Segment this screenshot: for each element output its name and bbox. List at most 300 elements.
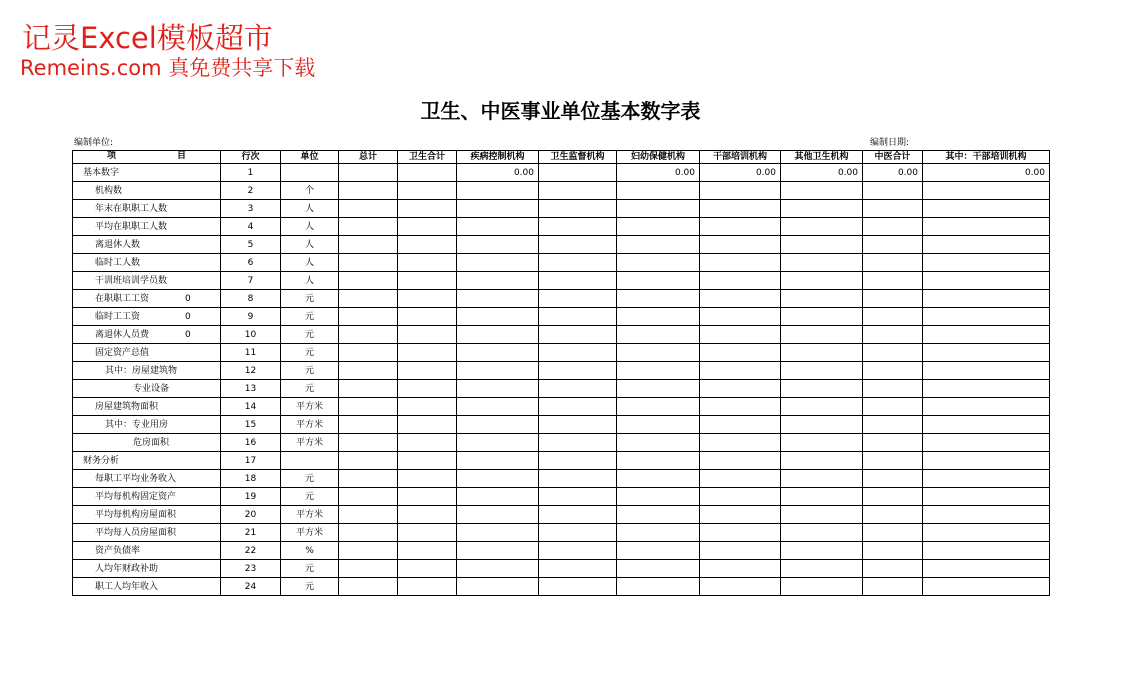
item-cell bbox=[73, 452, 221, 470]
item-label: 房屋建筑物面积 bbox=[95, 401, 159, 412]
health-supervision-cell bbox=[539, 236, 617, 254]
item-cell bbox=[73, 416, 221, 434]
total-cell bbox=[339, 290, 398, 308]
table-row bbox=[73, 434, 1050, 452]
header-of-which-cadre: 其中：干部培训机构 bbox=[923, 151, 1050, 164]
line-cell: 19 bbox=[221, 488, 281, 506]
disease-control-cell bbox=[457, 290, 539, 308]
maternal-child-cell bbox=[617, 542, 700, 560]
tcm-total-cell: 0.00 bbox=[863, 164, 923, 182]
of-which-cadre-cell bbox=[923, 182, 1050, 200]
table-row bbox=[73, 182, 1050, 200]
maternal-child-cell bbox=[617, 488, 700, 506]
item-label: 平均在职职工人数 bbox=[95, 221, 168, 232]
unit-cell: 元 bbox=[281, 578, 339, 596]
health-total-cell bbox=[398, 524, 457, 542]
item-cell bbox=[73, 578, 221, 596]
other-health-cell bbox=[781, 578, 863, 596]
cadre-training-cell bbox=[700, 218, 781, 236]
tcm-total-cell bbox=[863, 308, 923, 326]
header-row bbox=[73, 151, 1050, 164]
unit-cell: 平方米 bbox=[281, 524, 339, 542]
cadre-training-cell bbox=[700, 452, 781, 470]
total-cell bbox=[339, 506, 398, 524]
cadre-training-cell bbox=[700, 272, 781, 290]
of-which-cadre-cell bbox=[923, 560, 1050, 578]
line-cell: 21 bbox=[221, 524, 281, 542]
header-maternal-child: 妇幼保健机构 bbox=[617, 151, 700, 164]
maternal-child-cell: 0.00 bbox=[617, 164, 700, 182]
cadre-training-cell bbox=[700, 200, 781, 218]
tcm-total-cell bbox=[863, 434, 923, 452]
item-label: 平均每机构房屋面积 bbox=[95, 509, 177, 520]
of-which-cadre-cell: 0.00 bbox=[923, 164, 1050, 182]
cadre-training-cell: 0.00 bbox=[700, 164, 781, 182]
item-cell bbox=[73, 326, 221, 344]
of-which-cadre-cell bbox=[923, 416, 1050, 434]
of-which-cadre-cell bbox=[923, 290, 1050, 308]
health-total-cell bbox=[398, 164, 457, 182]
other-health-cell bbox=[781, 236, 863, 254]
unit-cell: 元 bbox=[281, 470, 339, 488]
health-supervision-cell bbox=[539, 416, 617, 434]
cadre-training-cell bbox=[700, 308, 781, 326]
of-which-cadre-cell bbox=[923, 380, 1050, 398]
prepared-date-label: 编制日期: bbox=[870, 138, 910, 148]
cadre-training-cell bbox=[700, 254, 781, 272]
health-total-cell bbox=[398, 560, 457, 578]
health-supervision-cell bbox=[539, 470, 617, 488]
other-health-cell bbox=[781, 182, 863, 200]
disease-control-cell bbox=[457, 236, 539, 254]
line-cell: 16 bbox=[221, 434, 281, 452]
line-cell: 15 bbox=[221, 416, 281, 434]
cadre-training-cell bbox=[700, 560, 781, 578]
item-cell bbox=[73, 236, 221, 254]
total-cell bbox=[339, 488, 398, 506]
of-which-cadre-cell bbox=[923, 308, 1050, 326]
item-cell bbox=[73, 560, 221, 578]
other-health-cell bbox=[781, 362, 863, 380]
total-cell bbox=[339, 326, 398, 344]
table-row bbox=[73, 308, 1050, 326]
maternal-child-cell bbox=[617, 236, 700, 254]
item-label: 人均年财政补助 bbox=[95, 563, 159, 574]
health-supervision-cell bbox=[539, 326, 617, 344]
item-label: 临时工人数 bbox=[95, 257, 141, 268]
total-cell bbox=[339, 254, 398, 272]
other-health-cell bbox=[781, 380, 863, 398]
item-cell bbox=[73, 542, 221, 560]
of-which-cadre-cell bbox=[923, 362, 1050, 380]
health-supervision-cell bbox=[539, 560, 617, 578]
item-label: 资产负债率 bbox=[95, 545, 141, 556]
maternal-child-cell bbox=[617, 416, 700, 434]
other-health-cell bbox=[781, 218, 863, 236]
item-label: 每职工平均业务收入 bbox=[95, 473, 177, 484]
item-label: 平均每人员房屋面积 bbox=[95, 527, 177, 538]
health-supervision-cell bbox=[539, 290, 617, 308]
item-label: 机构数 bbox=[95, 185, 123, 196]
item-cell bbox=[73, 182, 221, 200]
tcm-total-cell bbox=[863, 578, 923, 596]
health-supervision-cell bbox=[539, 488, 617, 506]
of-which-cadre-cell bbox=[923, 272, 1050, 290]
header-total: 总计 bbox=[339, 151, 398, 164]
table-row bbox=[73, 200, 1050, 218]
other-health-cell bbox=[781, 470, 863, 488]
tcm-total-cell bbox=[863, 182, 923, 200]
of-which-cadre-cell bbox=[923, 236, 1050, 254]
item-extra-value: 0 bbox=[185, 293, 191, 304]
unit-cell: 人 bbox=[281, 254, 339, 272]
line-cell: 10 bbox=[221, 326, 281, 344]
header-line: 行次 bbox=[221, 151, 281, 164]
line-cell: 4 bbox=[221, 218, 281, 236]
tcm-total-cell bbox=[863, 236, 923, 254]
health-supervision-cell bbox=[539, 524, 617, 542]
health-supervision-cell bbox=[539, 398, 617, 416]
line-cell: 5 bbox=[221, 236, 281, 254]
table-row bbox=[73, 506, 1050, 524]
maternal-child-cell bbox=[617, 434, 700, 452]
of-which-cadre-cell bbox=[923, 434, 1050, 452]
cadre-training-cell bbox=[700, 236, 781, 254]
line-cell: 8 bbox=[221, 290, 281, 308]
maternal-child-cell bbox=[617, 452, 700, 470]
health-total-cell bbox=[398, 344, 457, 362]
table-row bbox=[73, 254, 1050, 272]
health-supervision-cell bbox=[539, 308, 617, 326]
unit-cell: 人 bbox=[281, 272, 339, 290]
statistics-table bbox=[72, 150, 1050, 596]
table-row bbox=[73, 452, 1050, 470]
disease-control-cell bbox=[457, 254, 539, 272]
line-cell: 7 bbox=[221, 272, 281, 290]
unit-cell: 元 bbox=[281, 326, 339, 344]
maternal-child-cell bbox=[617, 182, 700, 200]
item-label: 基本数字 bbox=[83, 167, 120, 178]
unit-cell: 人 bbox=[281, 200, 339, 218]
header-cadre-training: 干部培训机构 bbox=[700, 151, 781, 164]
header-disease-control: 疾病控制机构 bbox=[457, 151, 539, 164]
line-cell: 24 bbox=[221, 578, 281, 596]
table-row bbox=[73, 236, 1050, 254]
tcm-total-cell bbox=[863, 524, 923, 542]
item-cell bbox=[73, 488, 221, 506]
health-supervision-cell bbox=[539, 542, 617, 560]
other-health-cell bbox=[781, 542, 863, 560]
tcm-total-cell bbox=[863, 452, 923, 470]
health-supervision-cell bbox=[539, 272, 617, 290]
maternal-child-cell bbox=[617, 344, 700, 362]
disease-control-cell bbox=[457, 272, 539, 290]
health-supervision-cell bbox=[539, 380, 617, 398]
maternal-child-cell bbox=[617, 272, 700, 290]
header-item bbox=[73, 151, 221, 164]
unit-cell: 个 bbox=[281, 182, 339, 200]
tcm-total-cell bbox=[863, 326, 923, 344]
tcm-total-cell bbox=[863, 560, 923, 578]
health-supervision-cell bbox=[539, 218, 617, 236]
table-row bbox=[73, 272, 1050, 290]
health-supervision-cell bbox=[539, 452, 617, 470]
maternal-child-cell bbox=[617, 200, 700, 218]
unit-cell: 元 bbox=[281, 362, 339, 380]
other-health-cell bbox=[781, 200, 863, 218]
other-health-cell bbox=[781, 452, 863, 470]
total-cell bbox=[339, 398, 398, 416]
item-cell bbox=[73, 290, 221, 308]
total-cell bbox=[339, 164, 398, 182]
table-row bbox=[73, 470, 1050, 488]
item-label: 干训班培训学员数 bbox=[95, 275, 168, 286]
tcm-total-cell bbox=[863, 380, 923, 398]
cadre-training-cell bbox=[700, 416, 781, 434]
tcm-total-cell bbox=[863, 416, 923, 434]
health-supervision-cell bbox=[539, 506, 617, 524]
disease-control-cell bbox=[457, 398, 539, 416]
total-cell bbox=[339, 236, 398, 254]
item-extra-value: 0 bbox=[185, 329, 191, 340]
header-other-health: 其他卫生机构 bbox=[781, 151, 863, 164]
disease-control-cell bbox=[457, 182, 539, 200]
health-supervision-cell bbox=[539, 434, 617, 452]
tcm-total-cell bbox=[863, 218, 923, 236]
total-cell bbox=[339, 470, 398, 488]
table-row bbox=[73, 524, 1050, 542]
of-which-cadre-cell bbox=[923, 398, 1050, 416]
total-cell bbox=[339, 380, 398, 398]
disease-control-cell bbox=[457, 362, 539, 380]
disease-control-cell bbox=[457, 200, 539, 218]
unit-cell: 元 bbox=[281, 560, 339, 578]
health-total-cell bbox=[398, 182, 457, 200]
header-unit: 单位 bbox=[281, 151, 339, 164]
health-total-cell bbox=[398, 506, 457, 524]
header-health-supervision: 卫生监督机构 bbox=[539, 151, 617, 164]
other-health-cell bbox=[781, 506, 863, 524]
health-supervision-cell bbox=[539, 182, 617, 200]
disease-control-cell bbox=[457, 416, 539, 434]
cadre-training-cell bbox=[700, 488, 781, 506]
health-supervision-cell bbox=[539, 362, 617, 380]
unit-cell: 平方米 bbox=[281, 416, 339, 434]
health-total-cell bbox=[398, 272, 457, 290]
item-cell bbox=[73, 254, 221, 272]
table-row bbox=[73, 398, 1050, 416]
item-cell bbox=[73, 218, 221, 236]
item-label: 其中：房屋建筑物 bbox=[105, 365, 178, 376]
item-extra-value: 0 bbox=[185, 311, 191, 322]
line-cell: 22 bbox=[221, 542, 281, 560]
health-total-cell bbox=[398, 470, 457, 488]
cadre-training-cell bbox=[700, 380, 781, 398]
total-cell bbox=[339, 272, 398, 290]
total-cell bbox=[339, 344, 398, 362]
maternal-child-cell bbox=[617, 326, 700, 344]
health-supervision-cell bbox=[539, 164, 617, 182]
other-health-cell bbox=[781, 398, 863, 416]
line-cell: 2 bbox=[221, 182, 281, 200]
disease-control-cell bbox=[457, 578, 539, 596]
tcm-total-cell bbox=[863, 362, 923, 380]
item-label: 临时工工资 bbox=[95, 311, 141, 322]
table-row bbox=[73, 560, 1050, 578]
health-total-cell bbox=[398, 218, 457, 236]
table-row bbox=[73, 362, 1050, 380]
health-total-cell bbox=[398, 416, 457, 434]
header-health-total: 卫生合计 bbox=[398, 151, 457, 164]
unit-cell: 平方米 bbox=[281, 398, 339, 416]
tcm-total-cell bbox=[863, 344, 923, 362]
tcm-total-cell bbox=[863, 542, 923, 560]
table-row bbox=[73, 218, 1050, 236]
other-health-cell bbox=[781, 560, 863, 578]
health-total-cell bbox=[398, 488, 457, 506]
header-item-left: 项 bbox=[107, 151, 117, 161]
item-cell bbox=[73, 272, 221, 290]
disease-control-cell bbox=[457, 308, 539, 326]
item-label: 年末在职职工人数 bbox=[95, 203, 168, 214]
unit-cell: 元 bbox=[281, 290, 339, 308]
cadre-training-cell bbox=[700, 326, 781, 344]
unit-cell: 平方米 bbox=[281, 506, 339, 524]
other-health-cell bbox=[781, 524, 863, 542]
health-total-cell bbox=[398, 452, 457, 470]
cadre-training-cell bbox=[700, 398, 781, 416]
disease-control-cell bbox=[457, 452, 539, 470]
of-which-cadre-cell bbox=[923, 578, 1050, 596]
total-cell bbox=[339, 560, 398, 578]
disease-control-cell bbox=[457, 542, 539, 560]
item-label: 其中：专业用房 bbox=[105, 419, 169, 430]
total-cell bbox=[339, 542, 398, 560]
of-which-cadre-cell bbox=[923, 200, 1050, 218]
other-health-cell bbox=[781, 416, 863, 434]
tcm-total-cell bbox=[863, 272, 923, 290]
maternal-child-cell bbox=[617, 380, 700, 398]
cadre-training-cell bbox=[700, 290, 781, 308]
of-which-cadre-cell bbox=[923, 218, 1050, 236]
disease-control-cell bbox=[457, 506, 539, 524]
item-cell bbox=[73, 200, 221, 218]
item-cell bbox=[73, 308, 221, 326]
cadre-training-cell bbox=[700, 470, 781, 488]
cadre-training-cell bbox=[700, 344, 781, 362]
health-total-cell bbox=[398, 362, 457, 380]
unit-cell: 人 bbox=[281, 236, 339, 254]
unit-cell: 元 bbox=[281, 380, 339, 398]
watermark-title: 记灵Excel模板超市 bbox=[22, 21, 273, 55]
table-row bbox=[73, 164, 1050, 182]
tcm-total-cell bbox=[863, 200, 923, 218]
of-which-cadre-cell bbox=[923, 542, 1050, 560]
maternal-child-cell bbox=[617, 254, 700, 272]
total-cell bbox=[339, 452, 398, 470]
of-which-cadre-cell bbox=[923, 524, 1050, 542]
of-which-cadre-cell bbox=[923, 254, 1050, 272]
maternal-child-cell bbox=[617, 506, 700, 524]
item-cell bbox=[73, 524, 221, 542]
item-label: 平均每机构固定资产 bbox=[95, 491, 177, 502]
health-supervision-cell bbox=[539, 254, 617, 272]
maternal-child-cell bbox=[617, 398, 700, 416]
disease-control-cell bbox=[457, 434, 539, 452]
unit-cell bbox=[281, 452, 339, 470]
cadre-training-cell bbox=[700, 362, 781, 380]
disease-control-cell bbox=[457, 326, 539, 344]
maternal-child-cell bbox=[617, 524, 700, 542]
unit-cell: 元 bbox=[281, 488, 339, 506]
unit-cell: 人 bbox=[281, 218, 339, 236]
health-supervision-cell bbox=[539, 344, 617, 362]
maternal-child-cell bbox=[617, 308, 700, 326]
disease-control-cell bbox=[457, 344, 539, 362]
disease-control-cell bbox=[457, 488, 539, 506]
disease-control-cell bbox=[457, 560, 539, 578]
health-supervision-cell bbox=[539, 578, 617, 596]
item-label: 职工人均年收入 bbox=[95, 581, 159, 592]
table-row bbox=[73, 290, 1050, 308]
item-label: 在职职工工资 bbox=[95, 293, 150, 304]
total-cell bbox=[339, 578, 398, 596]
maternal-child-cell bbox=[617, 362, 700, 380]
unit-cell bbox=[281, 164, 339, 182]
header-item-right: 目 bbox=[177, 151, 187, 161]
line-cell: 17 bbox=[221, 452, 281, 470]
maternal-child-cell bbox=[617, 470, 700, 488]
header-tcm-total: 中医合计 bbox=[863, 151, 923, 164]
line-cell: 14 bbox=[221, 398, 281, 416]
other-health-cell bbox=[781, 308, 863, 326]
health-total-cell bbox=[398, 308, 457, 326]
item-cell bbox=[73, 362, 221, 380]
of-which-cadre-cell bbox=[923, 452, 1050, 470]
other-health-cell bbox=[781, 344, 863, 362]
item-cell bbox=[73, 380, 221, 398]
item-cell bbox=[73, 434, 221, 452]
item-label: 离退休人数 bbox=[95, 239, 141, 250]
tcm-total-cell bbox=[863, 398, 923, 416]
line-cell: 13 bbox=[221, 380, 281, 398]
health-total-cell bbox=[398, 200, 457, 218]
table-row bbox=[73, 542, 1050, 560]
table-row bbox=[73, 326, 1050, 344]
health-total-cell bbox=[398, 254, 457, 272]
table-row bbox=[73, 578, 1050, 596]
health-total-cell bbox=[398, 434, 457, 452]
table-row bbox=[73, 416, 1050, 434]
table-row bbox=[73, 488, 1050, 506]
line-cell: 9 bbox=[221, 308, 281, 326]
table-row bbox=[73, 344, 1050, 362]
item-label: 固定资产总值 bbox=[95, 347, 150, 358]
other-health-cell bbox=[781, 488, 863, 506]
tcm-total-cell bbox=[863, 470, 923, 488]
tcm-total-cell bbox=[863, 290, 923, 308]
disease-control-cell bbox=[457, 218, 539, 236]
total-cell bbox=[339, 362, 398, 380]
tcm-total-cell bbox=[863, 488, 923, 506]
total-cell bbox=[339, 416, 398, 434]
other-health-cell: 0.00 bbox=[781, 164, 863, 182]
line-cell: 20 bbox=[221, 506, 281, 524]
page-title: 卫生、中医事业单位基本数字表 bbox=[420, 99, 701, 123]
health-total-cell bbox=[398, 578, 457, 596]
maternal-child-cell bbox=[617, 290, 700, 308]
maternal-child-cell bbox=[617, 560, 700, 578]
